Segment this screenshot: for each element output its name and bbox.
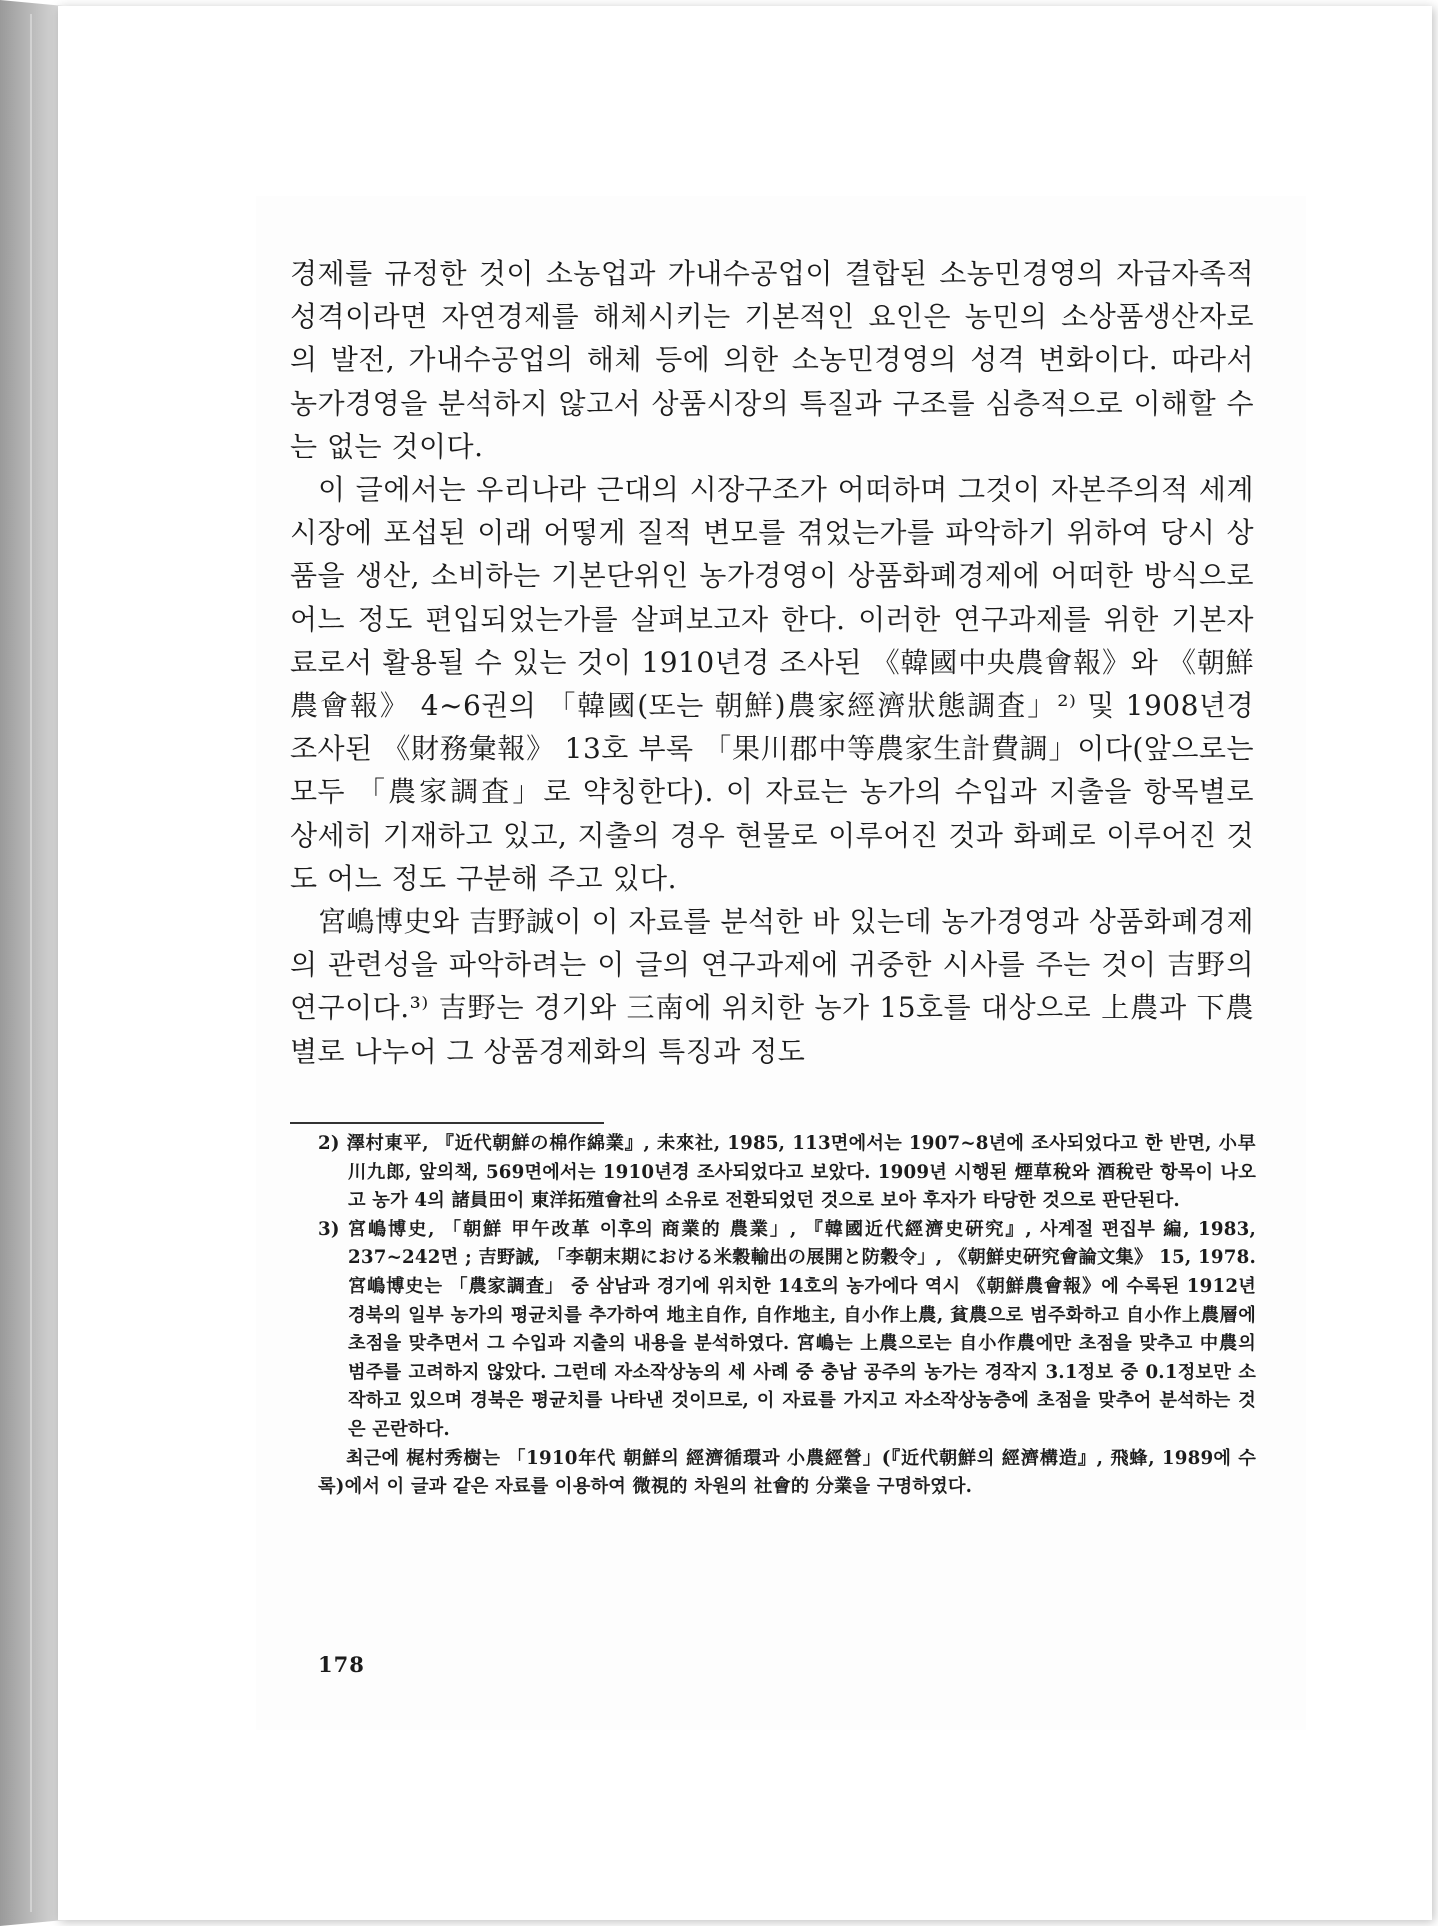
- footnotes: [318, 1130, 1256, 1502]
- footnote-2: 2) 澤村東平, 『近代朝鮮の棉作綿業』, 未來社, 1985, 113면에서는 1907~8년에 조사되었다고 한 반면, 小早川九郎, 앞의책, 569면에서는 1910년경 조사되었다고 보았다. 1909년 시행된 煙草稅와 酒稅란 항목이 나오고 농가 4의 諸員田이 東洋拓殖會社의 소유로 전환되었던 것으로 보아 후자가 타당한 것으로 판단된다.: [318, 1133, 1256, 1212]
- body-text: [290, 252, 1254, 1073]
- spine-highlight: [30, 14, 32, 1912]
- paragraph-1: 경제를 규정한 것이 소농업과 가내수공업이 결합된 소농민경영의 자급자족적 성격이라면 자연경제를 해체시키는 기본적인 요인은 농민의 소상품생산자로의 발전, 가내수공업의 해체 등에 의한 소농민경영의 성격 변화이다. 따라서 농가경영을 분석하지 않고서 상품시장의 특질과 구조를 심층적으로 이해할 수는 없는 것이다.: [290, 257, 1254, 463]
- footnote-divider: [290, 1122, 604, 1124]
- footnote-3: 3) 宮嶋博史, 「朝鮮 甲午改革 이후의 商業的 農業」, 『韓國近代經濟史硏究』, 사계절 편집부 編, 1983, 237~242면 ; 吉野誠, 「李朝末期における米穀輸出の展開と防穀令」, 《朝鮮史硏究會論文集》 15, 1978. 宮嶋博史는 「農家調査」 중 삼남과 경기에 위치한 14호의 농가에다 역시 《朝鮮農會報》에 수록된 1912년 경북의 일부 농가의 평균치를 추가하여 地主自作, 自作地主, 自小作上農, 貧農으로 범주화하고 自小作上農層에 초점을 맞추면서 그 수입과 지출의 내용을 분석하였다. 宮嶋는 上農으로는 自小作農에만 초점을 맞추고 中農의 범주를 고려하지 않았다. 그런데 자소작상농의 세 사례 중 충남 공주의 농가는 경작지 3.1정보 중 0.1정보만 소작하고 있으며 경북은 평균치를 나타낸 것이므로, 이 자료를 가지고 자소작상농층에 초점을 맞추어 분석하는 것은 곤란하다.: [318, 1218, 1256, 1440]
- book-spine: [0, 0, 64, 1926]
- paragraph-2: 이 글에서는 우리나라 근대의 시장구조가 어떠하며 그것이 자본주의적 세계시장에 포섭된 이래 어떻게 질적 변모를 겪었는가를 파악하기 위하여 당시 상품을 생산, 소비하는 기본단위인 농가경영이 상품화폐경제에 어떠한 방식으로 어느 정도 편입되었는가를 살펴보고자 한다. 이러한 연구과제를 위한 기본자료로서 활용될 수 있는 것이 1910년경 조사된 《韓國中央農會報》와 《朝鮮農會報》 4~6권의 「韓國(또는 朝鮮)農家經濟狀態調査」²⁾ 및 1908년경 조사된 《財務彙報》 13호 부록 「果川郡中等農家生計費調」이다(앞으로는 모두 「農家調査」로 약칭한다). 이 자료는 농가의 수입과 지출을 항목별로 상세히 기재하고 있고, 지출의 경우 현물로 이루어진 것과 화폐로 이루어진 것도 어느 정도 구분해 주고 있다.: [290, 473, 1254, 895]
- page-number: 178: [318, 1652, 365, 1677]
- footnote-3-continuation: 최근에 梶村秀樹는 「1910年代 朝鮮의 經濟循環과 小農經營」(『近代朝鮮의 經濟構造』, 飛蜂, 1989에 수록)에서 이 글과 같은 자료를 이용하여 微視的 차원의 社會的 分業을 구명하였다.: [318, 1447, 1256, 1498]
- paragraph-3: 宮嶋博史와 吉野誠이 이 자료를 분석한 바 있는데 농가경영과 상품화폐경제의 관련성을 파악하려는 이 글의 연구과제에 귀중한 시사를 주는 것이 吉野의 연구이다.³⁾ 吉野는 경기와 三南에 위치한 농가 15호를 대상으로 上農과 下農별로 나누어 그 상품경제화의 특징과 정도: [290, 905, 1254, 1068]
